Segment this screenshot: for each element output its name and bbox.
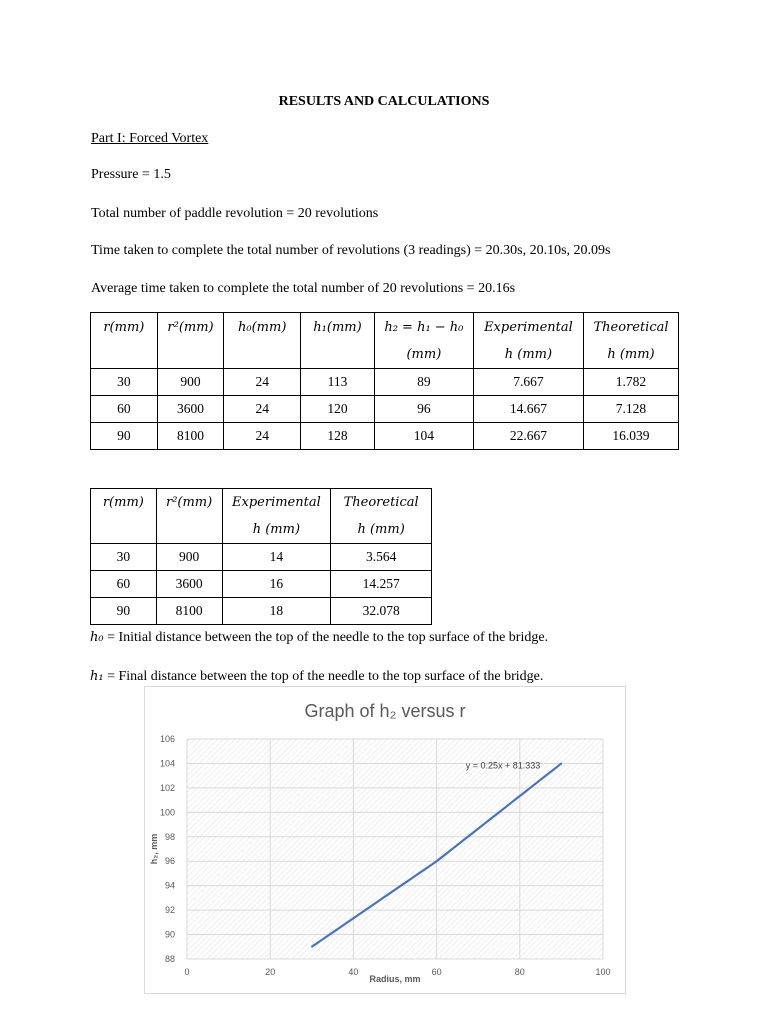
header-h2: h₂ = h₁ − h₀ (mm) xyxy=(374,313,473,369)
table-row xyxy=(91,598,432,625)
y-tick-label: 96 xyxy=(164,856,175,867)
page-heading: RESULTS AND CALCULATIONS xyxy=(278,94,490,109)
header-r-squared: r²(mm) xyxy=(156,489,222,544)
table-row xyxy=(91,369,679,396)
table-row xyxy=(91,423,679,450)
cell: 3600 xyxy=(157,396,224,423)
y-tick-label: 106 xyxy=(159,734,175,744)
header-h0: h₀(mm) xyxy=(224,313,301,369)
header-h1: h₁(mm) xyxy=(301,313,375,369)
time-taken-line: Time taken to complete the total number of revolutions (3 readings) = 20.30s, 20.10s, 20.09s xyxy=(91,243,611,258)
cell: 18 xyxy=(222,598,331,625)
h0-definition-text: = Initial distance between the top of the needle to the top surface of the bridge. xyxy=(107,630,549,645)
results-table-2 xyxy=(90,488,432,625)
y-tick-label: 94 xyxy=(164,880,175,891)
y-axis-label: h₂, mm xyxy=(149,833,159,865)
y-tick-label: 104 xyxy=(159,758,175,769)
cell: 24 xyxy=(224,396,301,423)
cell: 120 xyxy=(301,396,375,423)
h2-versus-r-chart xyxy=(144,686,626,994)
cell: 113 xyxy=(301,369,375,396)
trendline-label: y = 0.25x + 81.333 xyxy=(465,760,541,771)
cell: 60 xyxy=(91,571,157,598)
x-tick-label: 80 xyxy=(514,967,525,977)
header-r: r(mm) xyxy=(91,489,157,544)
header-experimental: Experimental h (mm) xyxy=(222,489,331,544)
cell: 128 xyxy=(301,423,375,450)
part-heading: Part I: Forced Vortex xyxy=(91,131,209,146)
cell: 3.564 xyxy=(331,544,432,571)
x-tick-label: 60 xyxy=(431,967,442,977)
h1-definition-text: = Final distance between the top of the needle to the top surface of the bridge. xyxy=(107,669,544,684)
plot-area xyxy=(187,739,603,959)
cell: 22.667 xyxy=(473,423,583,450)
cell: 90 xyxy=(91,423,158,450)
cell: 90 xyxy=(91,598,157,625)
cell: 8100 xyxy=(157,423,224,450)
cell: 16.039 xyxy=(583,423,678,450)
table-row xyxy=(91,571,432,598)
cell: 14 xyxy=(222,544,331,571)
chart-title: Graph of h₂ versus r xyxy=(304,701,466,721)
pressure-line: Pressure = 1.5 xyxy=(91,167,171,182)
cell: 900 xyxy=(156,544,222,571)
cell: 3600 xyxy=(156,571,222,598)
table-row xyxy=(91,396,679,423)
cell: 96 xyxy=(374,396,473,423)
chart-canvas xyxy=(145,687,625,993)
table-header-row xyxy=(91,313,679,369)
h1-symbol: h₁ xyxy=(90,669,104,684)
cell: 30 xyxy=(91,544,157,571)
y-axis-ticks xyxy=(160,734,175,964)
table-header-row xyxy=(91,489,432,544)
data-point xyxy=(561,763,563,765)
cell: 32.078 xyxy=(331,598,432,625)
cell: 104 xyxy=(374,423,473,450)
x-tick-label: 20 xyxy=(265,967,276,977)
h1-definition xyxy=(90,669,543,685)
header-r-squared: r²(mm) xyxy=(157,313,224,369)
x-tick-label: 100 xyxy=(595,967,611,977)
header-experimental: Experimental h (mm) xyxy=(473,313,583,369)
cell: 8100 xyxy=(156,598,222,625)
cell: 1.782 xyxy=(583,369,678,396)
header-r: r(mm) xyxy=(91,313,158,369)
header-theoretical: Theoretical h (mm) xyxy=(583,313,678,369)
average-time-line: Average time taken to complete the total number of 20 revolutions = 20.16s xyxy=(91,281,516,296)
table-row xyxy=(91,544,432,571)
cell: 24 xyxy=(224,423,301,450)
x-axis-label: Radius, mm xyxy=(369,974,421,984)
x-tick-label: 0 xyxy=(184,967,190,977)
data-point xyxy=(436,860,438,862)
y-tick-label: 92 xyxy=(164,905,175,916)
y-tick-label: 90 xyxy=(164,929,175,940)
cell: 7.667 xyxy=(473,369,583,396)
cell: 89 xyxy=(374,369,473,396)
results-table-1 xyxy=(90,312,679,450)
paddle-revolution-line: Total number of paddle revolution = 20 revolutions xyxy=(91,206,379,221)
x-tick-label: 40 xyxy=(348,967,359,977)
cell: 30 xyxy=(91,369,158,396)
h0-symbol: h₀ xyxy=(90,630,104,645)
h0-definition xyxy=(90,630,548,646)
header-theoretical: Theoretical h (mm) xyxy=(331,489,432,544)
cell: 14.667 xyxy=(473,396,583,423)
y-tick-label: 100 xyxy=(159,807,175,818)
data-point xyxy=(311,946,313,948)
y-tick-label: 88 xyxy=(164,954,175,964)
cell: 24 xyxy=(224,369,301,396)
y-tick-label: 98 xyxy=(164,831,175,842)
cell: 7.128 xyxy=(583,396,678,423)
cell: 60 xyxy=(91,396,158,423)
cell: 900 xyxy=(157,369,224,396)
y-tick-label: 102 xyxy=(159,782,175,793)
cell: 16 xyxy=(222,571,331,598)
cell: 14.257 xyxy=(331,571,432,598)
